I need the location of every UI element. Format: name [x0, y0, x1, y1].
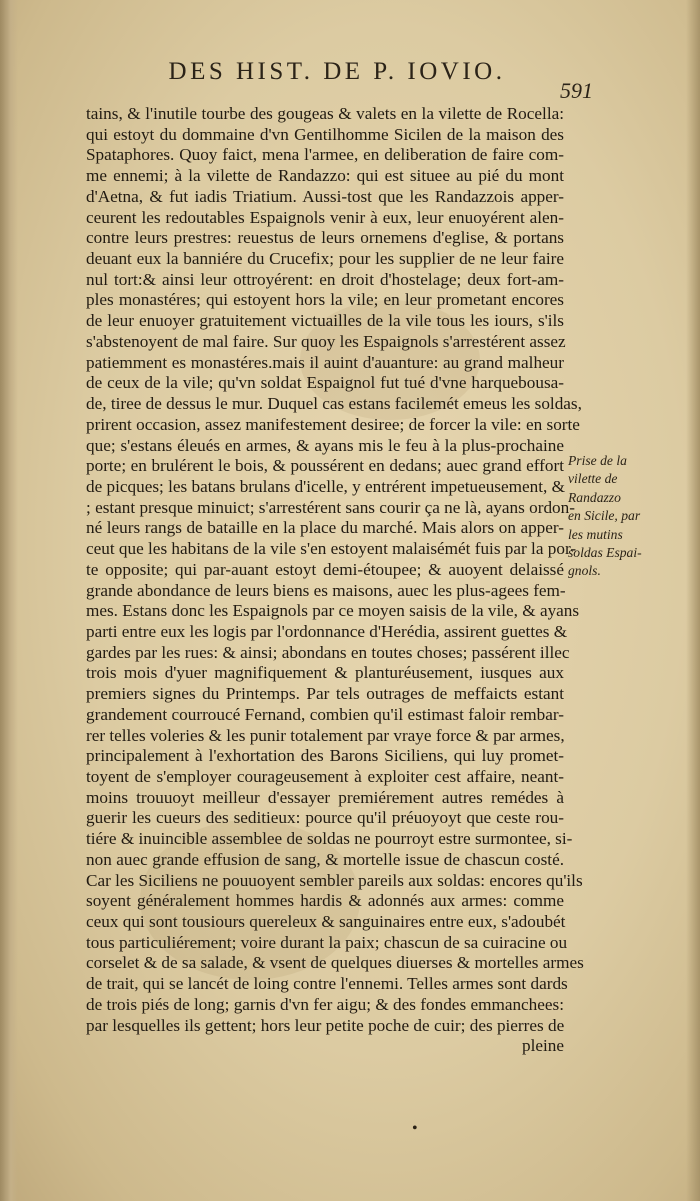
text-line: non auec grande effusion de sang, & mortelle issue de chascun costé. [86, 849, 564, 869]
text-line: de picques; les batans brulans d'icelle, y entrérent impetueusement, & [86, 476, 565, 496]
page-edge-shadow [686, 0, 700, 1201]
text-line: nul tort:& ainsi leur ottroyérent: en droit d'hostelage; deux fort-am- [86, 269, 564, 289]
text-line: ceut que les habitans de la vile s'en estoyent malaisémét fuis par la por- [86, 539, 577, 559]
text-line: trois mois d'yuer magnifiquement & planturéusement, iusques aux [86, 663, 564, 683]
margin-note-line: les mutins [568, 526, 623, 542]
text-line: te opposite; qui par-auant estoyt demi-étoupee; & auoyent delaissé [86, 559, 564, 579]
margin-note-line: vilette de [568, 471, 618, 487]
text-line: ; estant presque minuict; s'arrestérent sans courir ça ne là, ayans ordon- [86, 497, 575, 517]
margin-note-line: gnols. [568, 563, 601, 579]
running-title: DES HIST. DE P. IOVIO. [168, 58, 506, 85]
text-line: pleine [522, 1036, 564, 1056]
text-line: de ceux de la vile; qu'vn soldat Espaignol fut tué d'vne harquebousa- [86, 373, 564, 393]
text-line: s'abstenoyent de mal faire. Sur quoy les Espaignols s'arrestérent assez [86, 331, 566, 351]
text-line: de leur enuoyer gratuitement victuailles de la vile tous les iours, s'ils [86, 311, 564, 331]
text-line: toyent de s'employer courageusement à exploiter cest affaire, neant- [86, 767, 564, 786]
text-line: par lesquelles ils gettent; hors leur petite poche de cuir; des pierres de [86, 1015, 565, 1035]
text-line: ceurent les redoutables Espaignols venir à eux, leur enuoyérent alen- [86, 207, 564, 227]
text-line: Spataphores. Quoy faict, mena l'armee, en deliberation de faire com- [86, 145, 564, 165]
body-text [86, 104, 584, 1057]
text-line: ples monastéres; qui estoyent hors la vile; en leur prometant encores [86, 290, 564, 310]
text-line: soyent généralement hommes hardis & adonnés aux armes: comme [86, 891, 564, 911]
text-line: de trois piés de long; garnis d'vn fer aigu; & des fondes emmanchees: [86, 994, 564, 1014]
text-line: prirent occasion, assez manifestement desiree; de forcer la vile: en sorte [86, 414, 580, 434]
ornament-dot: • [412, 1120, 418, 1137]
text-line: guerir les cueurs des seditieux: pource qu'il préuoyoyt que ceste rou- [86, 808, 564, 828]
page-gutter-shadow [0, 0, 18, 1201]
text-line: me ennemi; à la vilette de Randazzo: qui est situee au pié du mont [86, 166, 564, 186]
text-line: tains, & l'inutile tourbe des gougeas & valets en la vilette de Rocella: [86, 104, 564, 123]
page-number: 591 [560, 78, 593, 103]
text-line: tiére & inuincible assemblee de soldas ne pourroyt estre surmontee, si- [86, 829, 573, 849]
margin-note-line: soldas Espai- [568, 545, 642, 561]
text-line: parti entre eux les logis par l'ordonnance d'Herédia, assirent guettes & [86, 621, 568, 641]
text-line: que; s'estans éleués en armes, & ayans mis le feu à la plus-prochaine [86, 435, 564, 455]
text-line: de trait, qui se lancét de loing contre l'ennemi. Telles armes sont dards [86, 974, 568, 994]
text-line: principalement à l'exhortation des Barons Siciliens, qui luy promet- [86, 746, 564, 766]
text-line: deuant eux la banniére du Crucefix; pour les supplier de ne leur faire [86, 249, 564, 269]
margin-note-line: en Sicile, par [568, 508, 641, 524]
margin-note-line: Prise de la [568, 453, 627, 468]
text-line: patiemment es monastéres.mais il auint d'auanture: au grand malheur [86, 352, 564, 372]
text-line: grande abondance de leurs biens es maisons, auec les plus-agees fem- [86, 580, 566, 600]
margin-note-line: Randazzo [568, 489, 621, 505]
text-line: de, tiree de dessus le mur. Duquel cas estans facilemét emeus les soldas, [86, 394, 582, 414]
text-line: né leurs rangs de bataille en la place du marché. Mais alors on apper- [86, 518, 564, 538]
text-line: d'Aetna, & fut iadis Triatium. Aussi-tost que les Randazzois apper- [86, 186, 564, 206]
text-line: corselet & de sa salade, & vsent de quelques diuerses & mortelles armes [86, 953, 584, 973]
text-line: grandement courroucé Fernand, combien qu'il estimast faloir rembar- [86, 704, 564, 724]
text-line: gardes par les rues: & ainsi; abondans en toutes choses; passérent illec [86, 642, 570, 662]
text-line: premiers signes du Printemps. Par tels outrages de meffaicts estant [86, 684, 564, 704]
text-line: ceux qui sont tousiours quereleux & sanguinaires entre eux, s'adoubét [86, 912, 566, 932]
text-line: moins trouuoyt meilleur d'essayer premiérement autres remédes à [86, 787, 564, 807]
text-line: porte; en brulérent le bois, & poussérent en dedans; auec grand effort [86, 456, 564, 476]
text-line: Car les Siciliens ne pouuoyent sembler pareils aux soldas: encores qu'ils [86, 870, 583, 890]
text-line: rer telles voleries & les punir totalement par vraye force & par armes, [86, 725, 565, 745]
margin-note [568, 452, 690, 581]
text-line: contre leurs prestres: reuestus de leurs ornemens d'eglise, & portans [86, 228, 564, 248]
text-line: qui estoyt du dommaine d'vn Gentilhomme Sicilen de la maison des [86, 124, 564, 144]
text-line: mes. Estans donc les Espaignols par ce moyen saisis de la vile, & ayans [86, 601, 580, 621]
text-line: tous particuliérement; voire durant la paix; chascun de sa cuiracine ou [86, 932, 568, 952]
